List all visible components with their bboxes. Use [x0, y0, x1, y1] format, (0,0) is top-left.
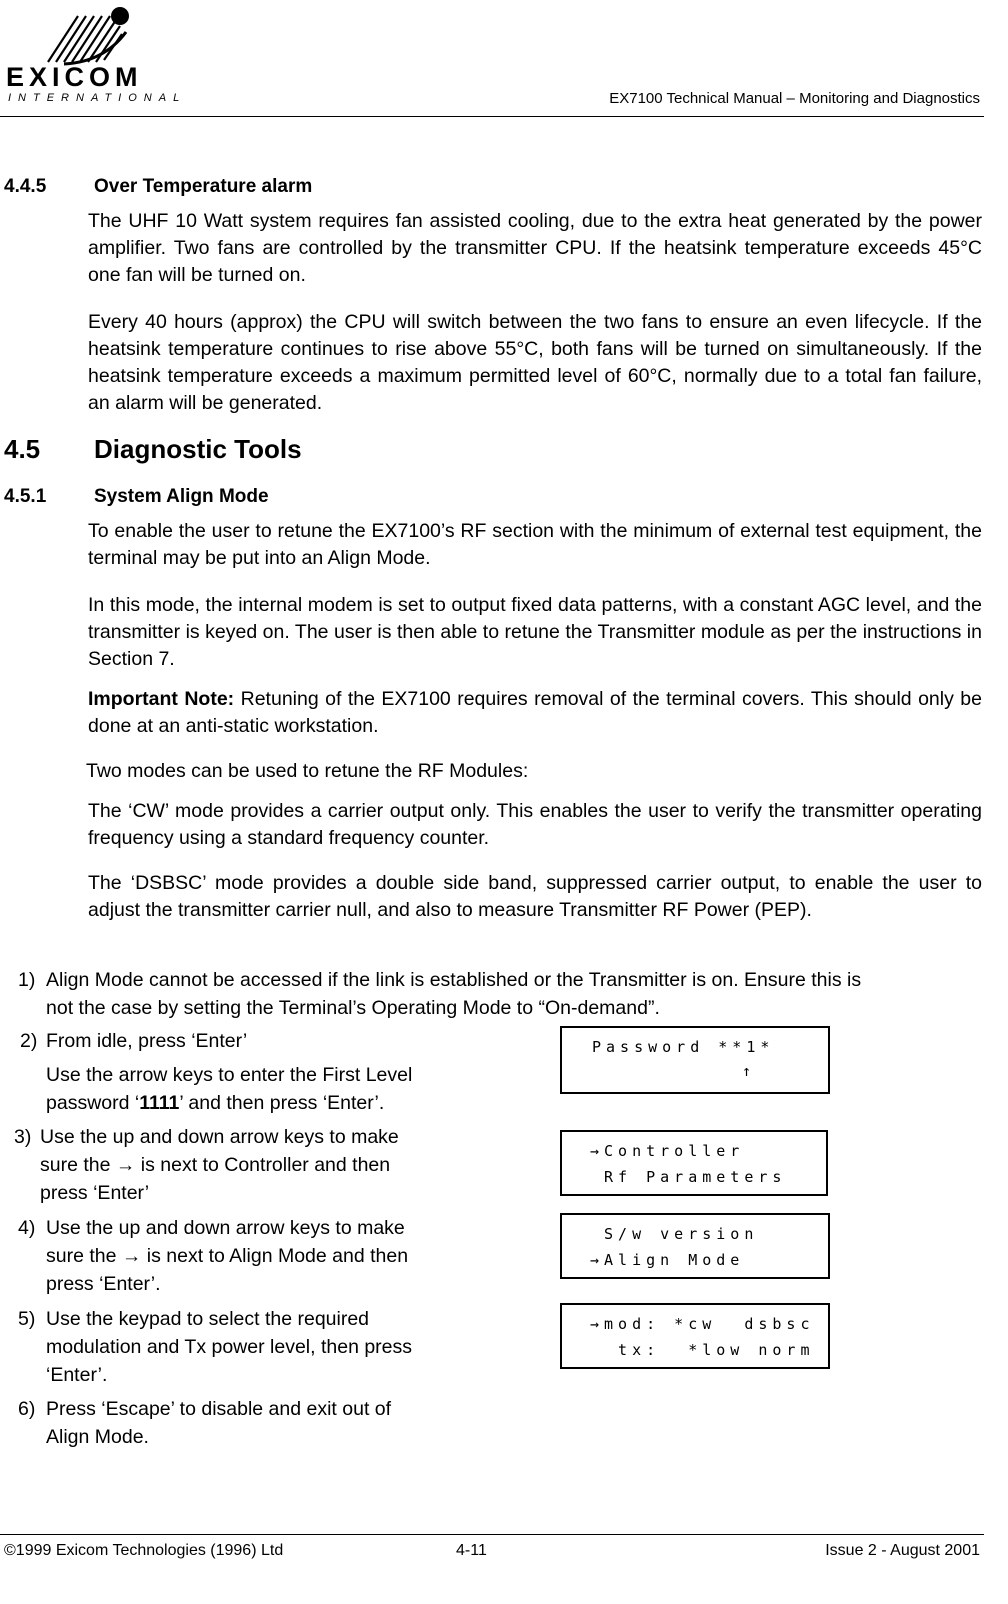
note-text: Retuning of the EX7100 requires removal of the terminal covers. This should only be done at an anti-static workstation. — [88, 688, 982, 737]
paragraph: The ‘CW’ mode provides a carrier output only. This enables the user to verify the transmitter operating frequency using a standard frequency counter. — [88, 800, 982, 849]
lcd-modulation-settings — [560, 1303, 830, 1369]
important-note — [88, 686, 982, 740]
step-text-line: Use the up and down arrow keys to make — [40, 1126, 399, 1148]
step-number: 5) — [18, 1308, 36, 1330]
step-text-line: sure the → is next to Controller and then — [40, 1154, 391, 1176]
lcd-controller-menu — [560, 1130, 828, 1196]
step-number: 4) — [18, 1217, 36, 1239]
lcd-line: tx: *low norm — [590, 1341, 815, 1359]
step-5 — [18, 1305, 518, 1389]
step-number: 1) — [18, 969, 36, 991]
logo-brand: EXICOM — [6, 62, 143, 92]
step-text-line: sure the → is next to Align Mode and then — [46, 1245, 409, 1267]
section-title: Diagnostic Tools — [94, 434, 302, 464]
step-text-line: Press ‘Escape’ to disable and exit out of — [46, 1398, 392, 1420]
step-text-line: Use the keypad to select the required — [46, 1308, 370, 1330]
footer-divider — [0, 1534, 984, 1535]
lcd-line: S/w version — [590, 1225, 759, 1243]
heading-4-5 — [4, 434, 604, 466]
lcd-password-display — [560, 1026, 830, 1094]
header-divider — [0, 116, 984, 117]
step-number: 6) — [18, 1398, 36, 1420]
step-text-line: Use the arrow keys to enter the First Level — [46, 1064, 413, 1086]
section-title: Over Temperature alarm — [94, 176, 313, 197]
header-title: EX7100 Technical Manual – Monitoring and Diagnostics — [609, 90, 980, 107]
heading-4-4-5 — [4, 176, 604, 202]
paragraph: The UHF 10 Watt system requires fan assisted cooling, due to the extra heat generated by the power amplifier. Two fans are controlled by the transmitter CPU. If the heatsink temperature exceeds 45°C one fan will be turned on. — [88, 210, 982, 286]
step-2 — [20, 1027, 520, 1117]
logo-subtitle: INTERNATIONAL — [8, 92, 187, 104]
section-number: 4.5 — [4, 434, 41, 464]
step-text: password ‘ — [46, 1092, 140, 1114]
section-title: System Align Mode — [94, 486, 269, 507]
paragraph: In this mode, the internal modem is set to output fixed data patterns, with a constant AGC level, and the transmitter is keyed on. The user is then able to retune the Transmitter module as per the instructions in Section 7. — [88, 594, 982, 670]
lcd-line: Password **1* — [592, 1038, 775, 1056]
step-text-line: not the case by setting the Terminal’s Operating Mode to “On-demand”. — [46, 997, 660, 1019]
lcd-line: Rf Parameters — [590, 1168, 787, 1186]
footer-page-number: 4-11 — [456, 1542, 487, 1559]
lcd-line: →Align Mode — [590, 1251, 745, 1269]
paragraph: The ‘DSBSC’ mode provides a double side band, suppressed carrier output, to enable the user to adjust the transmitter carrier null, and also to measure Transmitter RF Power (PEP). — [88, 872, 982, 921]
lcd-line: →Controller — [590, 1142, 745, 1160]
cursor-up-arrow-icon: ↑ — [742, 1062, 757, 1080]
step-4 — [18, 1214, 518, 1298]
paragraph: Two modes can be used to retune the RF Modules: — [86, 760, 529, 782]
step-text-line: press ‘Enter’. — [46, 1273, 161, 1295]
step-text: ’ and then press ‘Enter’. — [179, 1092, 385, 1114]
footer-copyright: ©1999 Exicom Technologies (1996) Ltd — [4, 1542, 284, 1559]
step-6 — [18, 1395, 518, 1451]
note-label: Important Note: — [88, 688, 235, 710]
section-number: 4.5.1 — [4, 486, 47, 507]
step-text-line: Align Mode. — [46, 1426, 149, 1448]
step-text-line: ‘Enter’. — [46, 1364, 108, 1386]
password-value: 1111 — [139, 1092, 180, 1114]
exicom-logo — [4, 2, 187, 108]
step-text-line: Use the up and down arrow keys to make — [46, 1217, 405, 1239]
paragraph: Every 40 hours (approx) the CPU will switch between the two fans to ensure an even lifecycle. If the heatsink temperature continues to rise above 55°C, both fans will be turned on simultaneously. If the heatsink temperature exceeds a maximum permitted level of 60°C, normally due to a total fan failure, an alarm will be generated. — [88, 311, 982, 414]
step-text-line — [46, 1089, 520, 1117]
step-3 — [14, 1123, 514, 1207]
footer-issue: Issue 2 - August 2001 — [825, 1542, 980, 1559]
heading-4-5-1 — [4, 486, 604, 512]
paragraph: To enable the user to retune the EX7100’s RF section with the minimum of external test equipment, the terminal may be put into an Align Mode. — [88, 520, 982, 569]
step-text-line: press ‘Enter’ — [40, 1182, 150, 1204]
section-number: 4.4.5 — [4, 176, 47, 197]
step-text-line: modulation and Tx power level, then press — [46, 1336, 413, 1358]
step-1 — [18, 966, 988, 1022]
lcd-align-menu — [560, 1213, 830, 1279]
lcd-line: →mod: *cw dsbsc — [590, 1315, 815, 1333]
step-text-line: From idle, press ‘Enter’ — [46, 1030, 248, 1052]
step-number: 2) — [20, 1030, 38, 1052]
step-text-line: Align Mode cannot be accessed if the link is established or the Transmitter is on. Ensure this is — [46, 969, 862, 991]
step-number: 3) — [14, 1126, 32, 1148]
